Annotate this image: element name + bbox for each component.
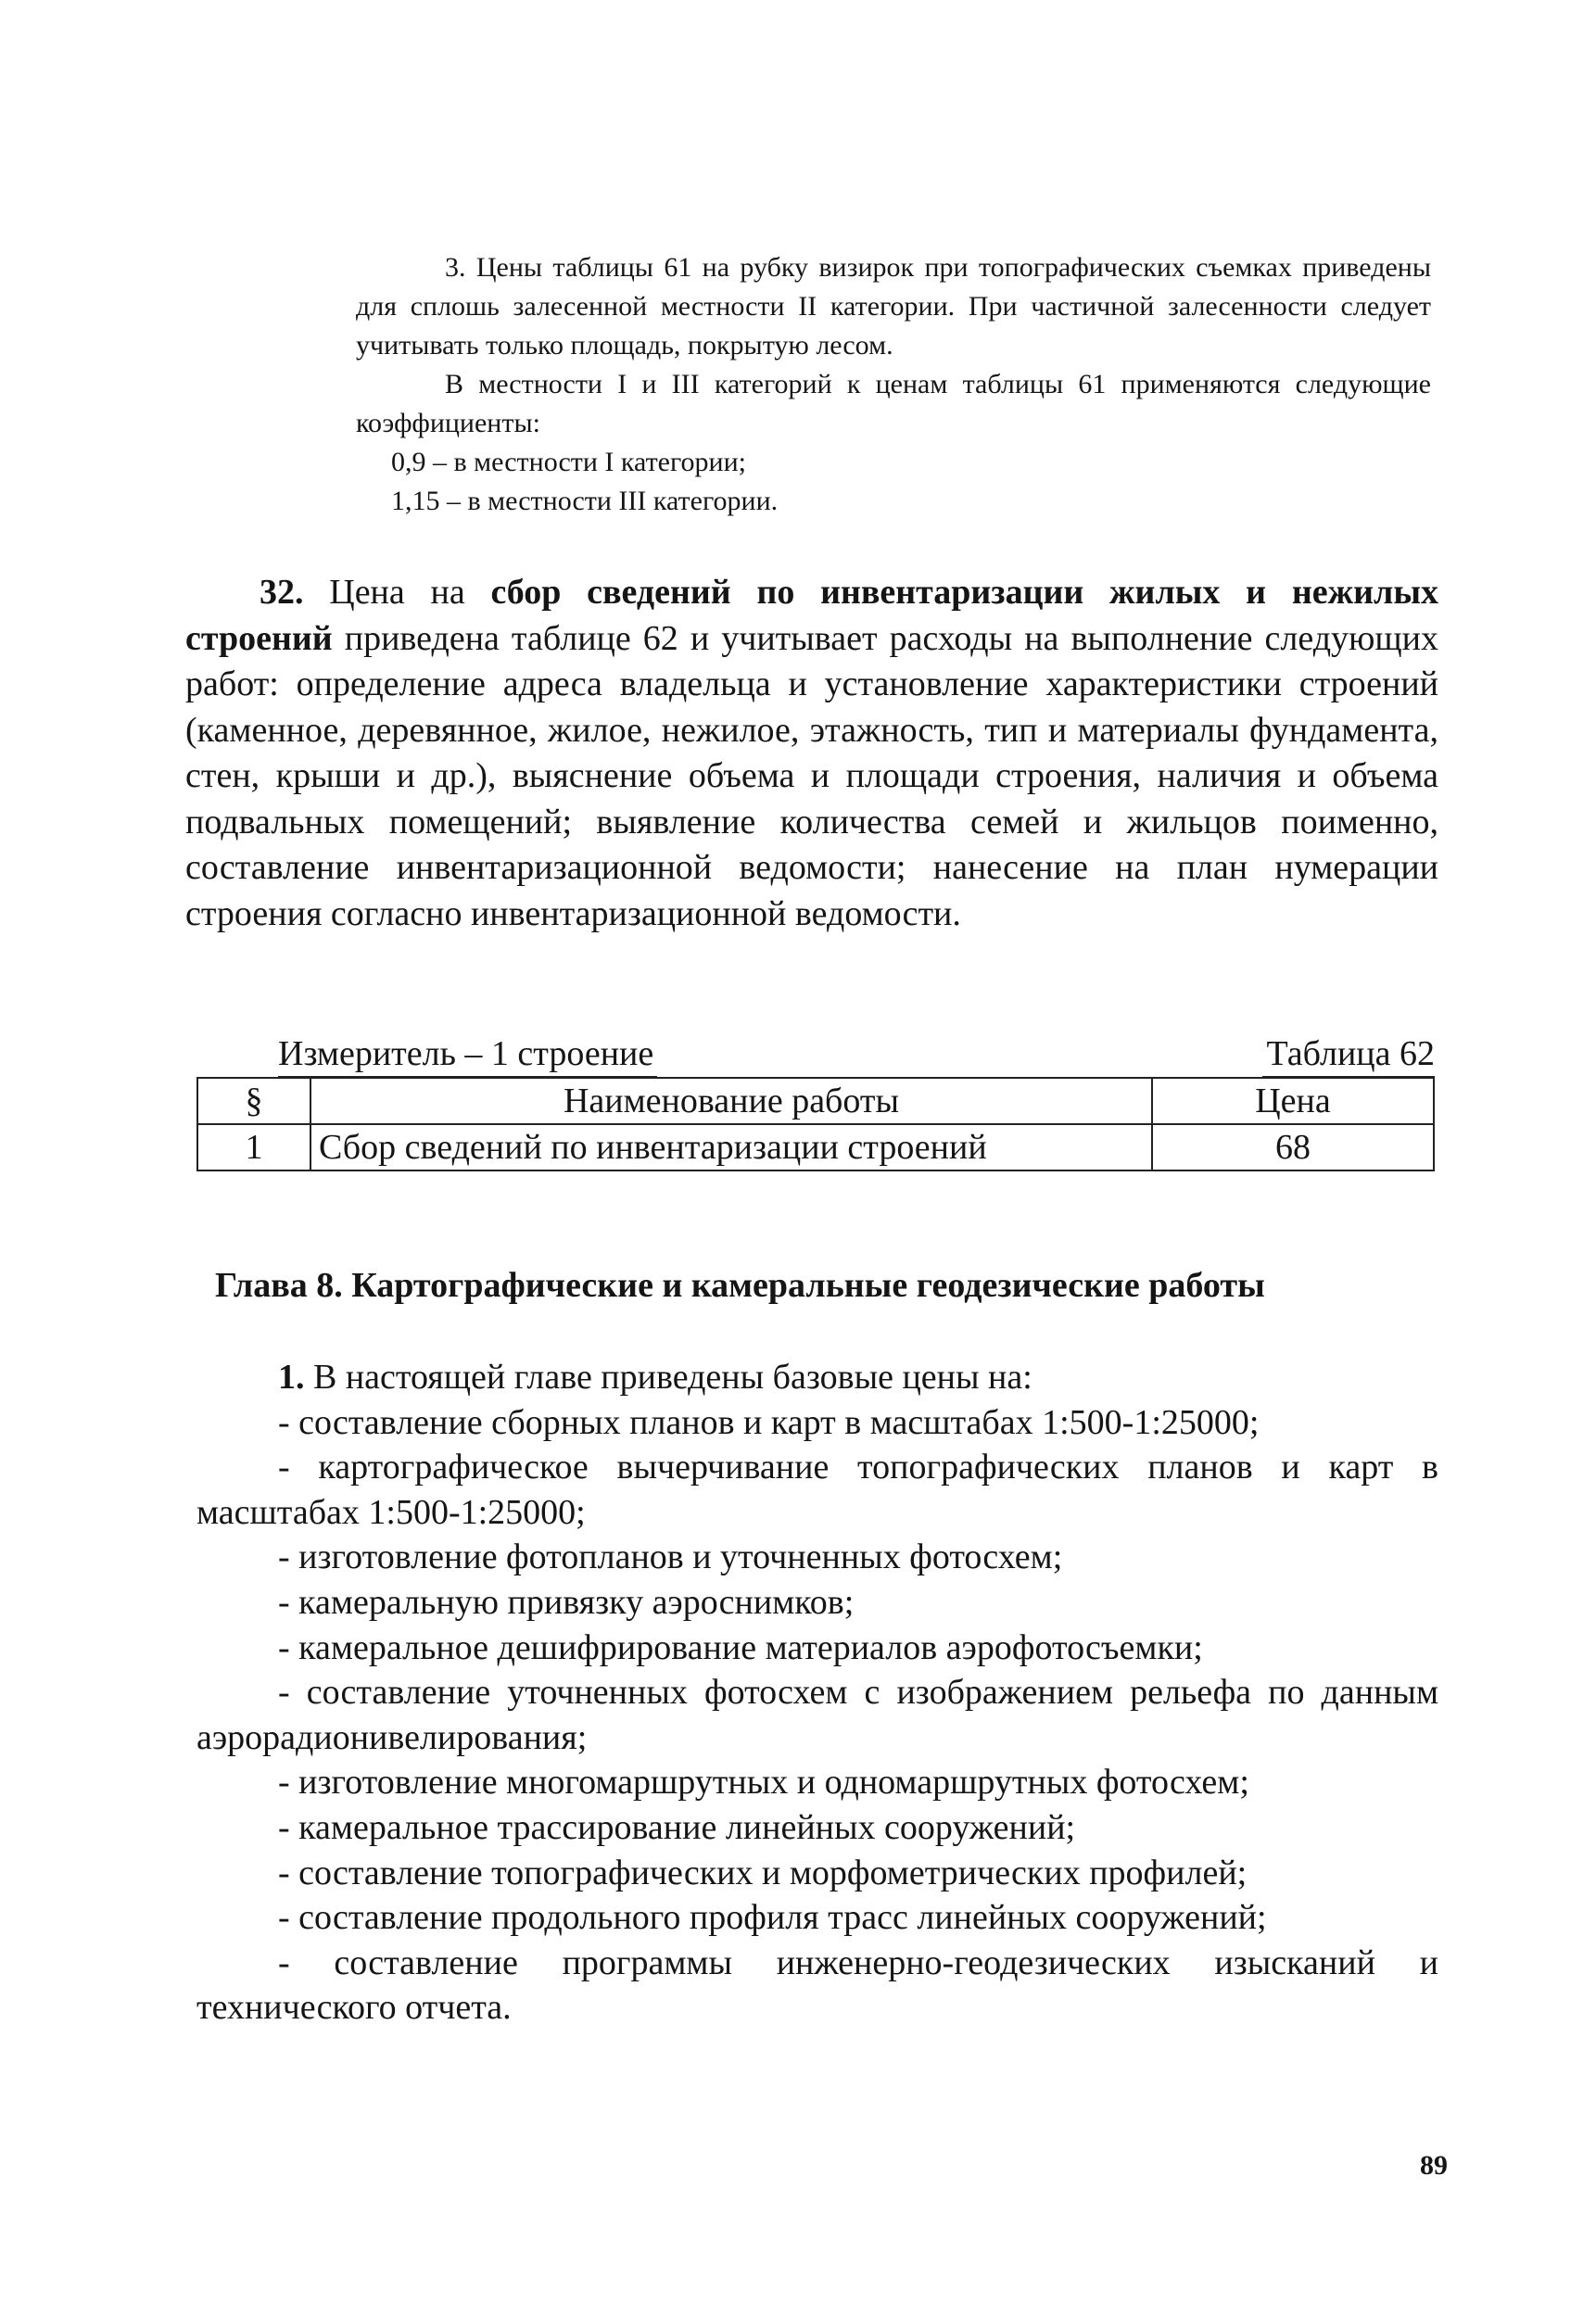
coefficient-1: 0,9 – в местности I категории; (391, 447, 746, 477)
chapter-title: Глава 8. Картографические и камеральные геодезические работы (215, 1266, 1265, 1305)
table-measure: Измеритель – 1 строение (278, 1031, 657, 1078)
list-item: - изготовление фотопланов и уточненных фотосхем; (278, 1537, 1063, 1577)
section-lead: Цена на (329, 573, 465, 612)
table-row (197, 1124, 1434, 1170)
list-item: - составление программы инженерно-геодезических изысканий и технического отчета. (196, 1942, 1438, 2028)
coefficient-2: 1,15 – в местности III категории. (391, 486, 779, 516)
intro-number: 1. (278, 1358, 305, 1397)
cell-paragraph: 1 (197, 1124, 310, 1170)
list-item: - изготовление многомаршрутных и одномаршрутных фотосхем; (278, 1763, 1249, 1803)
price-table (196, 1077, 1435, 1171)
section-32-paragraph (185, 570, 1438, 937)
table-number: Таблица 62 (1262, 1031, 1435, 1078)
table-caption (196, 1031, 1435, 1076)
page-number: 89 (1420, 2150, 1448, 2181)
header-work-name: Наименование работы (310, 1078, 1152, 1124)
list-item: - картографическое вычерчивание топографических планов и карт в масштабах 1:500-1:25000; (196, 1448, 1438, 1532)
header-paragraph: § (197, 1078, 310, 1124)
note-paragraph-1: 3. Цены таблицы 61 на рубку визирок при топографических съемках приведены для сплошь залесенной местности II категории. При частичной залесенности следует учитывать только площадь, покрытую лесом. (356, 252, 1431, 361)
section-32 (185, 570, 1438, 937)
list-item: - составление топографических и морфометрических профилей; (278, 1853, 1248, 1892)
table-header-row (197, 1078, 1434, 1124)
cell-price: 68 (1152, 1124, 1434, 1170)
header-price: Цена (1152, 1078, 1434, 1124)
intro-text: В настоящей главе приведены базовые цены на: (313, 1358, 1032, 1397)
list-item: - составление сборных планов и карт в масштабах 1:500-1:25000; (278, 1402, 1260, 1442)
cell-work-name: Сбор сведений по инвентаризации строений (310, 1124, 1152, 1170)
chapter-list (196, 1355, 1438, 2031)
list-item: - составление продольного профиля трасс линейных сооружений; (278, 1898, 1267, 1938)
list-item: - составление уточненных фотосхем с изображением рельефа по данным аэрорадионивелирования; (196, 1673, 1438, 1757)
list-item: - камеральное трассирование линейных сооружений; (278, 1807, 1076, 1847)
section-rest: приведена таблице 62 и учитывает расходы на выполнение следующих работ: определение адреса владельца и установление характеристики строений (каменное, деревянное, жилое, нежилое, этажность, тип и материалы фундамента, стен, крыши и др.), выяснение объема и площади строения, наличия и объема подвальных помещений; выявление количества семей и жильцов поименно, составление инвентаризационной ведомости; нанесение на план нумерации строения согласно инвентаризационной ведомости. (185, 618, 1439, 933)
list-item: - камеральную привязку аэроснимков; (278, 1582, 855, 1622)
note-paragraph-2: В местности I и III категорий к ценам таблицы 61 применяются следующие коэффициенты: (356, 369, 1431, 438)
section-number: 32. (260, 573, 304, 612)
list-item: - камеральное дешифрирование материалов аэрофотосъемки; (278, 1627, 1203, 1667)
section-bold-term: сбор сведений по инвентаризации жилых и нежилых строений (185, 573, 1439, 658)
note-block (356, 248, 1431, 521)
chapter-intro (196, 1355, 1438, 1400)
